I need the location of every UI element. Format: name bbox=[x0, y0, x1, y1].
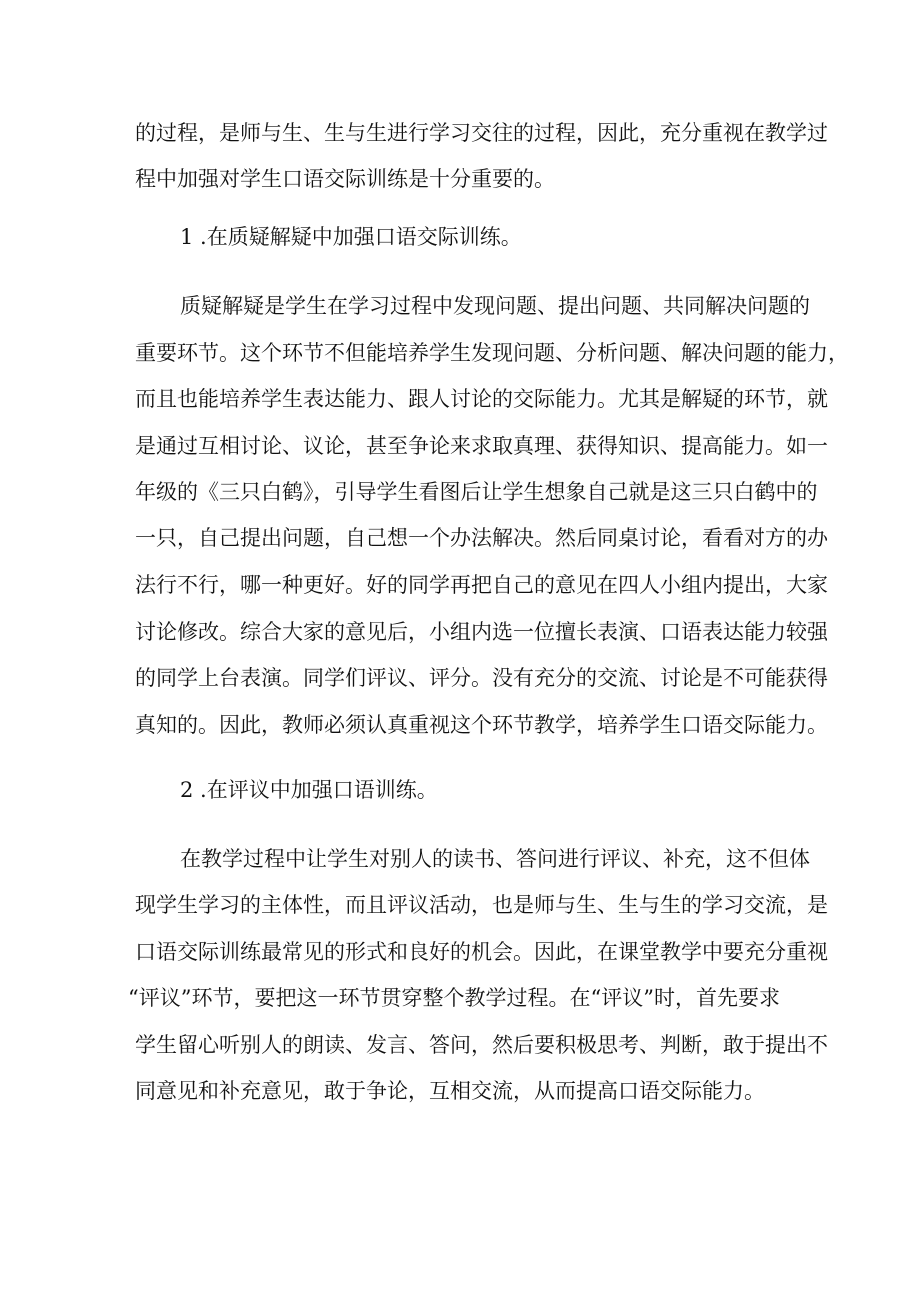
text-line: 口语交际训练最常见的形式和良好的机会。因此，在课堂教学中要充分重视 bbox=[135, 940, 828, 964]
text-line: 程中加强对学生口语交际训练是十分重要的。 bbox=[135, 167, 555, 191]
text-line: 是通过互相讨论、议论，甚至争论来求取真理、获得知识、提高能力。如一 bbox=[135, 434, 828, 458]
text-line: 年级的《三只白鹤》，引导学生看图后让学生想象自己就是这三只白鹤中的 bbox=[135, 480, 818, 504]
text-line: 法行不行，哪一种更好。好的同学再把自己的意见在四人小组内提出，大家 bbox=[135, 573, 828, 597]
section-heading: 1 .在质疑解疑中加强口语交际训练。 bbox=[180, 225, 522, 249]
text-line: 而且也能培养学生表达能力、跟人讨论的交际能力。尤其是解疑的环节，就 bbox=[135, 387, 828, 411]
text-line: “评议”环节，要把这一环节贯穿整个教学过程。在“评议”时，首先要求 bbox=[128, 986, 780, 1010]
text-line: 重要环节。这个环节不但能培养学生发现问题、分析问题、解决问题的能力， bbox=[135, 341, 849, 365]
text-line: 一只，自己提出问题，自己想一个办法解决。然后同桌讨论，看看对方的办 bbox=[135, 526, 828, 550]
text-line: 质疑解疑是学生在学习过程中发现问题、提出问题、共同解决问题的 bbox=[180, 294, 810, 318]
text-line: 真知的。因此，教师必须认真重视这个环节教学，培养学生口语交际能力。 bbox=[135, 713, 828, 737]
text-line: 讨论修改。综合大家的意见后，小组内选一位擅长表演、口语表达能力较强 bbox=[135, 620, 828, 644]
text-line: 学生留心听别人的朗读、发言、答问，然后要积极思考、判断，敢于提出不 bbox=[135, 1033, 828, 1057]
section-heading: 2 .在评议中加强口语训练。 bbox=[180, 778, 438, 802]
text-line: 在教学过程中让学生对别人的读书、答问进行评议、补充，这不但体 bbox=[180, 847, 810, 871]
text-line: 现学生学习的主体性，而且评议活动，也是师与生、生与生的学习交流，是 bbox=[135, 893, 828, 917]
text-line: 的过程，是师与生、生与生进行学习交往的过程，因此，充分重视在教学过 bbox=[135, 121, 828, 145]
text-line: 同意见和补充意见，敢于争论，互相交流，从而提高口语交际能力。 bbox=[135, 1079, 765, 1103]
text-line: 的同学上台表演。同学们评议、评分。没有充分的交流、讨论是不可能获得 bbox=[135, 666, 828, 690]
